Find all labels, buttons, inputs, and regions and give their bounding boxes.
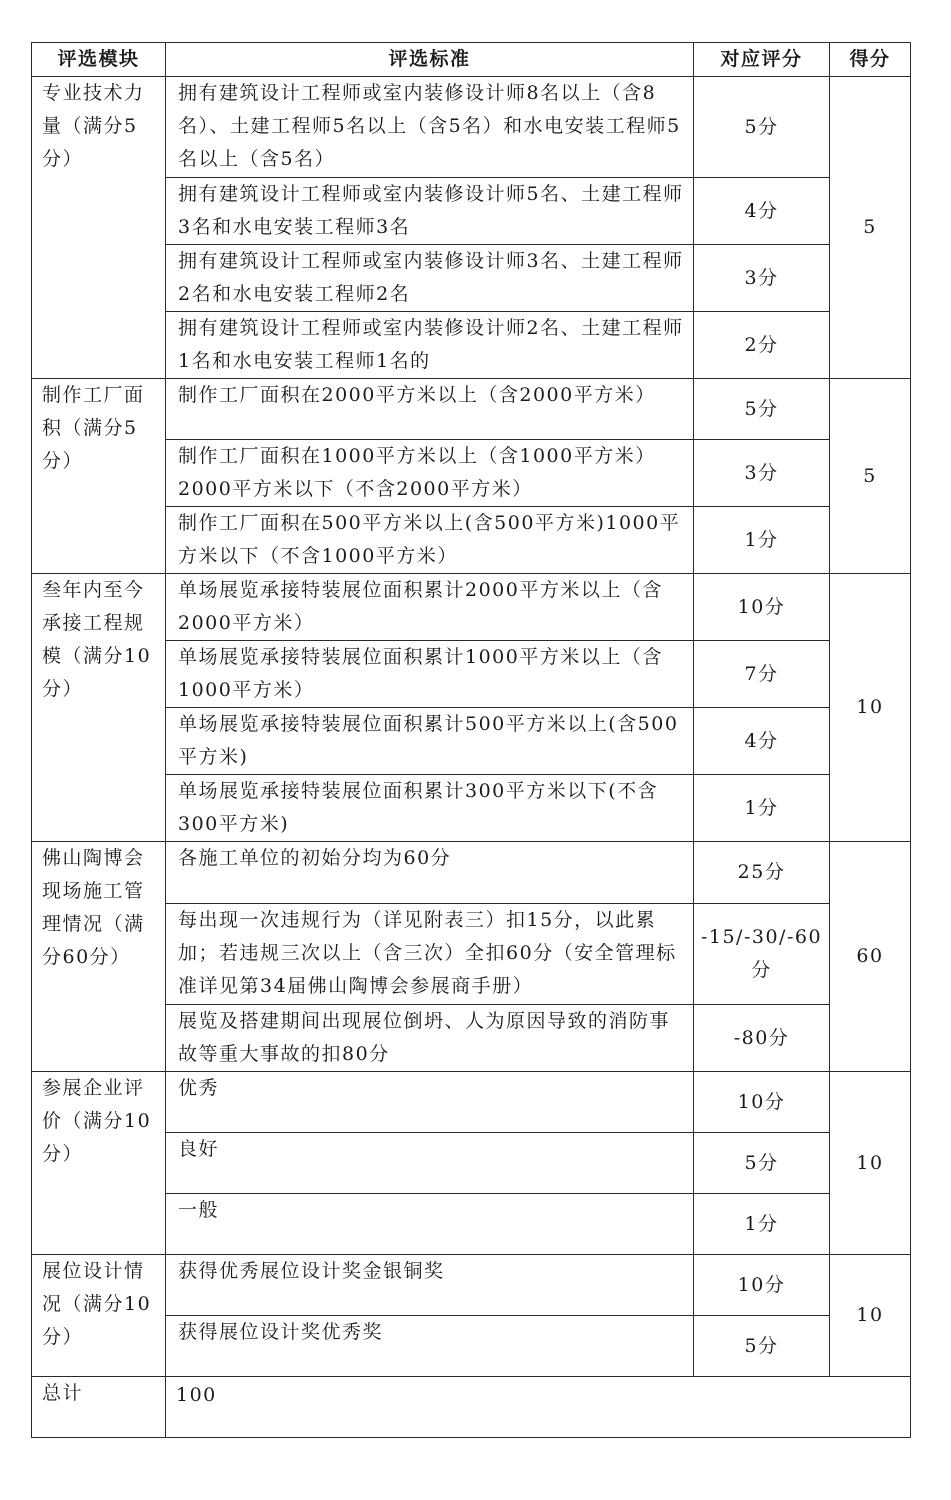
points-cell: 4分 — [694, 178, 830, 245]
score-cell: 10 — [830, 1072, 911, 1255]
total-label: 总计 — [32, 1377, 166, 1438]
header-criteria: 评选标准 — [166, 43, 694, 77]
criterion-cell: 制作工厂面积在1000平方米以上（含1000平方米）2000平方米以下（不含2000平方米） — [166, 440, 694, 507]
points-cell: 5分 — [694, 1316, 830, 1377]
total-value: 100 — [166, 1377, 911, 1438]
criterion-cell: 拥有建筑设计工程师或室内装修设计师5名、土建工程师3名和水电安装工程师3名 — [166, 178, 694, 245]
criterion-cell: 一般 — [166, 1194, 694, 1255]
criterion-cell: 获得优秀展位设计奖金银铜奖 — [166, 1255, 694, 1316]
criterion-cell: 获得展位设计奖优秀奖 — [166, 1316, 694, 1377]
points-cell: 1分 — [694, 1194, 830, 1255]
header-row — [32, 43, 911, 77]
points-cell: 3分 — [694, 440, 830, 507]
points-cell: 7分 — [694, 641, 830, 708]
points-cell: 10分 — [694, 574, 830, 641]
criterion-cell: 单场展览承接特装展位面积累计300平方米以下(不含300平方米) — [166, 775, 694, 842]
module-cell: 叁年内至今承接工程规模（满分10分） — [32, 574, 166, 842]
points-cell: 5分 — [694, 379, 830, 440]
points-cell: 5分 — [694, 77, 830, 178]
points-cell: 25分 — [694, 842, 830, 904]
criterion-cell: 拥有建筑设计工程师或室内装修设计师3名、土建工程师2名和水电安装工程师2名 — [166, 245, 694, 312]
module-cell: 参展企业评价（满分10分） — [32, 1072, 166, 1255]
score-cell: 10 — [830, 574, 911, 842]
points-cell: 3分 — [694, 245, 830, 312]
score-cell: 5 — [830, 379, 911, 574]
criterion-cell: 每出现一次违规行为（详见附表三）扣15分，以此累加；若违规三次以上（含三次）全扣60分（安全管理标准详见第34届佛山陶博会参展商手册） — [166, 904, 694, 1005]
criterion-cell: 单场展览承接特装展位面积累计500平方米以上(含500平方米) — [166, 708, 694, 775]
module-cell: 佛山陶博会现场施工管理情况（满分60分） — [32, 842, 166, 1072]
points-cell: 10分 — [694, 1255, 830, 1316]
scoring-table — [31, 42, 911, 1438]
criterion-cell: 制作工厂面积在2000平方米以上（含2000平方米） — [166, 379, 694, 440]
score-cell: 10 — [830, 1255, 911, 1377]
criterion-cell: 拥有建筑设计工程师或室内装修设计师8名以上（含8名）、土建工程师5名以上（含5名）和水电安装工程师5名以上（含5名） — [166, 77, 694, 178]
criterion-cell: 单场展览承接特装展位面积累计1000平方米以上（含1000平方米） — [166, 641, 694, 708]
points-cell: 5分 — [694, 1133, 830, 1194]
criterion-cell: 单场展览承接特装展位面积累计2000平方米以上（含2000平方米） — [166, 574, 694, 641]
points-cell: 4分 — [694, 708, 830, 775]
criterion-cell: 各施工单位的初始分均为60分 — [166, 842, 694, 904]
criterion-cell: 拥有建筑设计工程师或室内装修设计师2名、土建工程师1名和水电安装工程师1名的 — [166, 312, 694, 379]
total-row — [32, 1377, 911, 1438]
table-row — [32, 842, 911, 904]
score-cell: 5 — [830, 77, 911, 379]
header-points: 对应评分 — [694, 43, 830, 77]
header-module: 评选模块 — [32, 43, 166, 77]
module-cell: 展位设计情况（满分10分） — [32, 1255, 166, 1377]
table-row — [32, 1072, 911, 1133]
criterion-cell: 制作工厂面积在500平方米以上(含500平方米)1000平方米以下（不含1000平方米） — [166, 507, 694, 574]
module-cell: 专业技术力量（满分5分） — [32, 77, 166, 379]
table-row — [32, 574, 911, 641]
score-cell: 60 — [830, 842, 911, 1072]
criterion-cell: 良好 — [166, 1133, 694, 1194]
module-cell: 制作工厂面积（满分5分） — [32, 379, 166, 574]
header-score: 得分 — [830, 43, 911, 77]
table-row — [32, 379, 911, 440]
table-row — [32, 77, 911, 178]
points-cell: -15/-30/-60分 — [694, 904, 830, 1005]
criterion-cell: 优秀 — [166, 1072, 694, 1133]
points-cell: 1分 — [694, 775, 830, 842]
points-cell: 10分 — [694, 1072, 830, 1133]
points-cell: 2分 — [694, 312, 830, 379]
criterion-cell: 展览及搭建期间出现展位倒坍、人为原因导致的消防事故等重大事故的扣80分 — [166, 1005, 694, 1072]
points-cell: 1分 — [694, 507, 830, 574]
points-cell: -80分 — [694, 1005, 830, 1072]
table-row — [32, 1255, 911, 1316]
